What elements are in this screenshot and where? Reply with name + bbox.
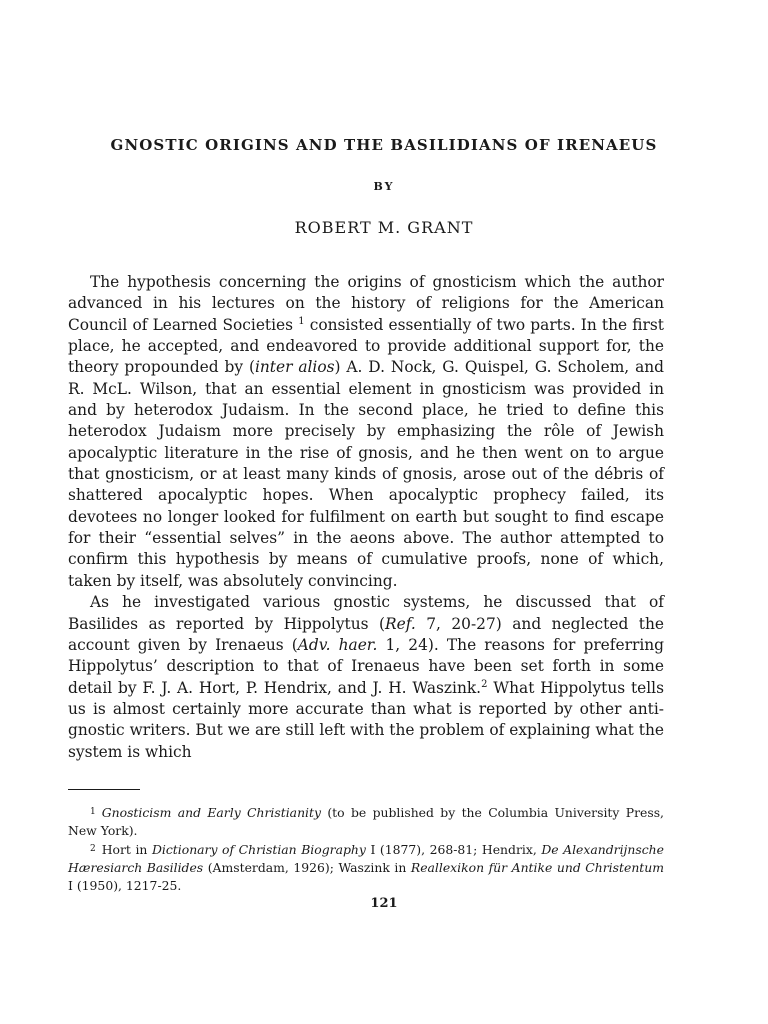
footnote-2: $^2$ Hort in Dictionary of Christian Biography I (1877), 268-81; Hendrix, De Alexandrijnsche Hæresiarch Basilides (Amsterdam, 1926); Waszink in Reallexikon für Antike und Christentum I (1950), 1217-25.	[68, 842, 665, 893]
paragraph-1: The hypothesis concerning the origins of gnosticism which the author advanced in his lectures on the history of religions for the American Council of Learned Societies $^1$ consisted essentially of two parts. In the first place, he accepted, and endeavored to provide additional support for, the theory propounded by (inter alios) A. D. Nock, G. Quispel, G. Scholem, and R. McL. Wilson, that an essential element in gnosticism was provided in and by heterodox Judaism. In the second place, he tried to define this heterodox Judaism more precisely by emphasizing the rôle of Jewish apocalyptic literature in the rise of gnosis, and he then went on to argue that gnosticism, or at least many kinds of gnosis, arose out of the débris of shattered apocalyptic hopes. When apocalyptic prophecy failed, its devotees no longer looked for fulfilment on earth but sought to find escape for their “essential selves” in the aeons above. The author attempted to confirm this hypothesis by means of cumulative proofs, none of which, taken by itself, was absolutely convincing.	[68, 273, 665, 590]
paragraph-2: As he investigated various gnostic systems, he discussed that of Basilides as reported by Hippolytus (Ref. 7, 20-27) and neglected the account given by Irenaeus (Adv. haer. 1, 24). The reasons for preferring Hippolytus’ description to that of Irenaeus have been set forth in some detail by F. J. A. Hort, P. Hendrix, and J. H. Waszink.$^2$ What Hippolytus tells us is almost certainly more accurate than what is reported by other anti-gnostic writers. But we are still left with the problem of explaining what the system is which	[68, 593, 665, 761]
footnotes	[68, 803, 664, 895]
article-body	[68, 272, 664, 763]
byline-by: BY	[373, 180, 395, 193]
footnote-divider	[68, 789, 140, 790]
article-title: GNOSTIC ORIGINS AND THE BASILIDIANS OF IRENAEUS	[110, 136, 658, 154]
footnote-ref-1: 1	[298, 315, 305, 327]
footnote-1: $^1$ Gnosticism and Early Christianity (to be published by the Columbia University Press, New York).	[68, 805, 664, 838]
footnote-ref-2: 2	[481, 678, 488, 690]
article-author: ROBERT M. GRANT	[294, 218, 474, 237]
page-number: 121	[370, 896, 398, 911]
